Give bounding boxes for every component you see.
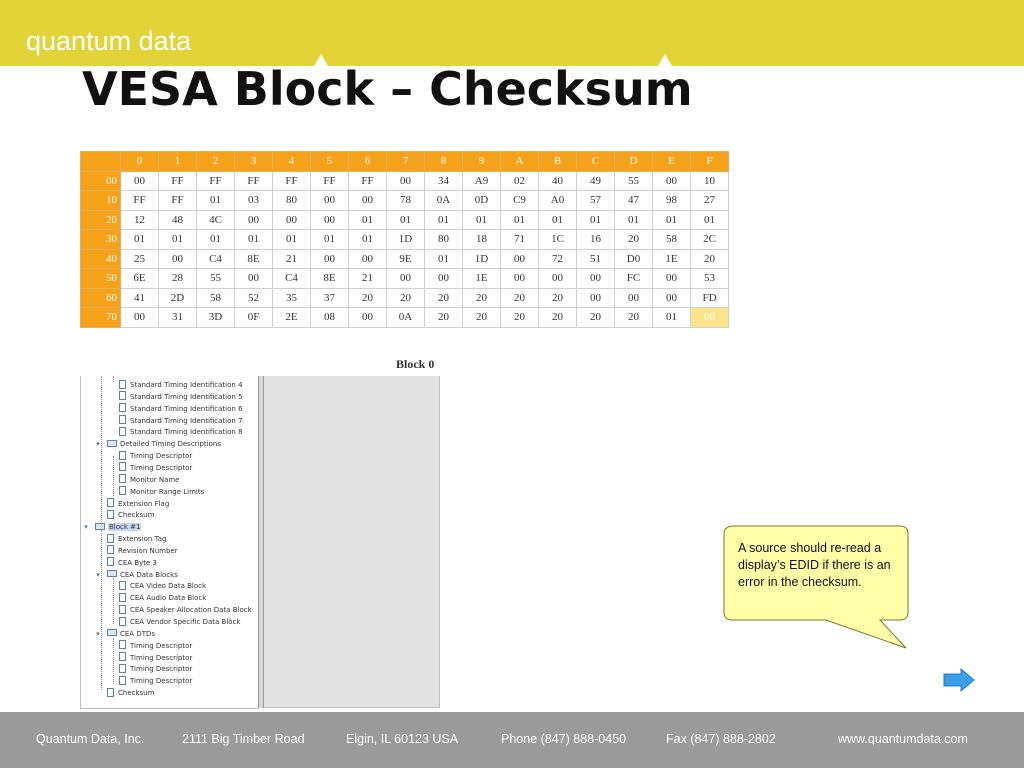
- hex-byte-cell[interactable]: 16: [577, 230, 615, 250]
- hex-byte-cell[interactable]: 6E: [121, 269, 159, 289]
- hex-byte-cell[interactable]: 00: [577, 269, 615, 289]
- hex-byte-cell[interactable]: 48: [159, 210, 197, 230]
- hex-column-header: 8: [425, 152, 463, 172]
- hex-column-header: 2: [197, 152, 235, 172]
- hex-byte-cell[interactable]: 27: [691, 191, 729, 211]
- footer-website[interactable]: www.quantumdata.com: [838, 732, 968, 746]
- hex-byte-cell[interactable]: 20: [425, 288, 463, 308]
- slide-title: VESA Block – Checksum: [82, 62, 693, 116]
- hex-byte-cell[interactable]: 1C: [539, 230, 577, 250]
- footer-street: 2111 Big Timber Road: [182, 732, 305, 746]
- hex-byte-cell[interactable]: 9E: [387, 249, 425, 269]
- hex-row-offset: 50: [81, 269, 121, 289]
- hex-byte-cell[interactable]: FF: [121, 191, 159, 211]
- hex-byte-cell[interactable]: 00: [349, 249, 387, 269]
- hex-byte-cell[interactable]: 00: [121, 308, 159, 328]
- tree-node-label: Checksum: [118, 689, 155, 698]
- tree-node-label: CEA Byte 3: [118, 558, 157, 567]
- hex-byte-cell[interactable]: 20: [539, 288, 577, 308]
- tree-node-label: Timing Descriptor: [130, 653, 193, 662]
- hex-byte-cell[interactable]: 01: [197, 230, 235, 250]
- hex-byte-cell[interactable]: 20: [615, 308, 653, 328]
- hex-byte-cell[interactable]: 80: [425, 230, 463, 250]
- hex-row-offset: 60: [81, 288, 121, 308]
- hex-byte-cell[interactable]: 02: [501, 171, 539, 191]
- hex-byte-cell[interactable]: 00: [159, 249, 197, 269]
- hex-row-offset: 00: [81, 171, 121, 191]
- hex-byte-cell[interactable]: 01: [501, 210, 539, 230]
- hex-byte-cell[interactable]: 1E: [653, 249, 691, 269]
- tree-node-label: Timing Descriptor: [130, 463, 193, 472]
- hex-byte-cell[interactable]: 20: [425, 308, 463, 328]
- hex-byte-cell[interactable]: 34: [425, 171, 463, 191]
- hex-byte-cell[interactable]: C4: [197, 249, 235, 269]
- hex-byte-cell[interactable]: 40: [539, 171, 577, 191]
- hex-byte-cell[interactable]: 00: [387, 269, 425, 289]
- block-label: Block 0: [396, 357, 435, 371]
- tree-node-label: Extension Tag: [118, 535, 167, 544]
- hex-byte-cell[interactable]: 00: [387, 171, 425, 191]
- tree-node-label: CEA Speaker Allocation Data Block: [130, 606, 252, 615]
- hex-byte-cell[interactable]: FF: [311, 171, 349, 191]
- hex-byte-cell[interactable]: 58: [653, 230, 691, 250]
- hex-byte-cell[interactable]: 00: [273, 210, 311, 230]
- hex-byte-cell[interactable]: 10: [691, 171, 729, 191]
- hex-byte-cell[interactable]: 28: [159, 269, 197, 289]
- hex-byte-cell[interactable]: 01: [425, 210, 463, 230]
- hex-column-header: D: [615, 152, 653, 172]
- hex-byte-cell[interactable]: 08: [311, 308, 349, 328]
- hex-byte-cell[interactable]: 01: [577, 210, 615, 230]
- hex-byte-cell[interactable]: 00: [121, 171, 159, 191]
- callout-text: A source should re-read a display’s EDID if there is an error in the checksum.: [738, 541, 891, 589]
- hex-byte-cell[interactable]: 37: [311, 288, 349, 308]
- hex-byte-cell[interactable]: 51: [577, 249, 615, 269]
- expand-toggle-icon[interactable]: ▾: [96, 629, 100, 638]
- hex-row-offset: 30: [81, 230, 121, 250]
- hex-byte-cell[interactable]: 20: [539, 308, 577, 328]
- tree-node-label: CEA Vendor Specific Data Block: [130, 618, 241, 626]
- brand-logo-text: quantum data: [26, 26, 192, 56]
- hex-row-offset: 40: [81, 249, 121, 269]
- hex-byte-cell[interactable]: 1D: [387, 230, 425, 250]
- hex-column-header: 1: [159, 152, 197, 172]
- hex-byte-cell[interactable]: 01: [615, 210, 653, 230]
- hex-column-header: 3: [235, 152, 273, 172]
- hex-byte-cell[interactable]: A9: [463, 171, 501, 191]
- hex-byte-cell[interactable]: 00: [501, 269, 539, 289]
- tree-node-label: Standard Timing Identification 8: [130, 428, 243, 437]
- hex-byte-cell[interactable]: FF: [197, 171, 235, 191]
- hex-byte-cell[interactable]: A0: [539, 191, 577, 211]
- hex-byte-cell[interactable]: 2E: [273, 308, 311, 328]
- hex-byte-cell[interactable]: 00: [311, 210, 349, 230]
- hex-byte-cell[interactable]: 01: [425, 249, 463, 269]
- hex-byte-cell[interactable]: 00: [653, 288, 691, 308]
- tree-node-label: Monitor Range Limits: [130, 487, 205, 496]
- hex-byte-cell[interactable]: 2D: [159, 288, 197, 308]
- hex-byte-cell[interactable]: 01: [349, 230, 387, 250]
- tree-node-label: Revision Number: [118, 546, 178, 555]
- hex-column-header: 6: [349, 152, 387, 172]
- tree-node-label: Block #1: [109, 523, 141, 532]
- hex-byte-cell[interactable]: 01: [121, 230, 159, 250]
- hex-byte-cell[interactable]: 52: [235, 288, 273, 308]
- hex-byte-cell[interactable]: 55: [197, 269, 235, 289]
- tree-node-label: Extension Flag: [118, 499, 170, 508]
- hex-column-header: B: [539, 152, 577, 172]
- tree-node-label: Checksum: [118, 511, 155, 520]
- hex-byte-cell[interactable]: 12: [121, 210, 159, 230]
- hex-byte-cell[interactable]: 47: [615, 191, 653, 211]
- hex-byte-cell[interactable]: FF: [159, 191, 197, 211]
- hex-byte-cell[interactable]: FD: [691, 288, 729, 308]
- hex-byte-cell[interactable]: 8E: [311, 269, 349, 289]
- hex-byte-cell[interactable]: 01: [159, 230, 197, 250]
- hex-byte-cell[interactable]: 03: [235, 191, 273, 211]
- tree-node-label: CEA Audio Data Block: [130, 594, 207, 603]
- hex-byte-cell[interactable]: 01: [197, 191, 235, 211]
- tree-node-label: Standard Timing Identification 4: [130, 381, 243, 389]
- footer-phone: Phone (847) 888-0450: [501, 732, 627, 746]
- tree-node-label: Standard Timing Identification 5: [130, 392, 243, 401]
- hex-byte-cell[interactable]: 00: [235, 210, 273, 230]
- hex-byte-cell[interactable]: 01: [463, 210, 501, 230]
- hex-byte-cell[interactable]: 8E: [235, 249, 273, 269]
- hex-byte-cell[interactable]: C9: [501, 191, 539, 211]
- hex-column-header: 9: [463, 152, 501, 172]
- hex-byte-cell[interactable]: FF: [235, 171, 273, 191]
- hex-byte-cell[interactable]: 01: [653, 210, 691, 230]
- hex-byte-cell[interactable]: 25: [121, 249, 159, 269]
- hex-column-header: A: [501, 152, 539, 172]
- hex-byte-cell[interactable]: C4: [273, 269, 311, 289]
- hex-byte-cell[interactable]: 00: [349, 308, 387, 328]
- footer-fax: Fax (847) 888-2802: [666, 732, 776, 746]
- hex-byte-cell[interactable]: 00: [501, 249, 539, 269]
- hex-byte-cell[interactable]: 3D: [197, 308, 235, 328]
- tree-node-label: Detailed Timing Descriptions: [120, 440, 221, 449]
- hex-byte-cell[interactable]: 4C: [197, 210, 235, 230]
- tree-node-label: Standard Timing Identification 7: [130, 416, 243, 425]
- tree-node-label: Timing Descriptor: [130, 665, 193, 674]
- hex-byte-cell[interactable]: 78: [387, 191, 425, 211]
- hex-byte-cell[interactable]: 00: [235, 269, 273, 289]
- hex-byte-cell[interactable]: 72: [539, 249, 577, 269]
- hex-byte-cell[interactable]: 98: [653, 191, 691, 211]
- hex-byte-cell[interactable]: 1D: [463, 249, 501, 269]
- hex-byte-cell[interactable]: 01: [235, 230, 273, 250]
- hex-row-offset: 70: [81, 308, 121, 328]
- hex-byte-cell[interactable]: 01: [539, 210, 577, 230]
- hex-column-header: 7: [387, 152, 425, 172]
- hex-byte-cell[interactable]: 20: [463, 288, 501, 308]
- hex-byte-cell[interactable]: 00: [349, 191, 387, 211]
- hex-byte-cell[interactable]: 35: [273, 288, 311, 308]
- hex-byte-cell[interactable]: 21: [273, 249, 311, 269]
- hex-byte-cell[interactable]: 01: [387, 210, 425, 230]
- tree-node-label: CEA Data Blocks: [120, 570, 178, 579]
- hex-byte-cell[interactable]: FF: [159, 171, 197, 191]
- hex-byte-cell[interactable]: 21: [349, 269, 387, 289]
- hex-byte-cell[interactable]: 20: [577, 308, 615, 328]
- hex-byte-cell[interactable]: 20: [463, 308, 501, 328]
- hex-byte-cell[interactable]: 58: [197, 288, 235, 308]
- hex-byte-cell[interactable]: 00: [311, 191, 349, 211]
- hex-byte-cell[interactable]: 01: [691, 210, 729, 230]
- hex-byte-cell[interactable]: D0: [615, 249, 653, 269]
- hex-byte-cell[interactable]: 20: [691, 249, 729, 269]
- hex-byte-cell[interactable]: 0D: [463, 191, 501, 211]
- hex-byte-cell[interactable]: 20: [349, 288, 387, 308]
- hex-byte-cell[interactable]: 00: [653, 171, 691, 191]
- hex-byte-cell[interactable]: 0A: [387, 308, 425, 328]
- hex-byte-cell[interactable]: FF: [349, 171, 387, 191]
- tree-node-label: Standard Timing Identification 6: [130, 404, 243, 413]
- hex-byte-cell[interactable]: 80: [273, 191, 311, 211]
- hex-column-header: 0: [121, 152, 159, 172]
- hex-byte-cell[interactable]: 20: [387, 288, 425, 308]
- hex-byte-cell[interactable]: 31: [159, 308, 197, 328]
- hex-row-offset: 20: [81, 210, 121, 230]
- expand-toggle-icon[interactable]: ▾: [84, 523, 88, 532]
- tree-node-label: Timing Descriptor: [130, 677, 193, 686]
- hex-column-header: E: [653, 152, 691, 172]
- expand-toggle-icon[interactable]: ▾: [96, 570, 100, 579]
- tree-node-label: CEA Video Data Block: [130, 582, 207, 591]
- hex-byte-cell[interactable]: 00: [577, 288, 615, 308]
- hex-byte-cell[interactable]: 71: [501, 230, 539, 250]
- hex-byte-cell[interactable]: 01: [273, 230, 311, 250]
- hex-byte-cell[interactable]: 00: [615, 288, 653, 308]
- hex-byte-cell[interactable]: 53: [691, 269, 729, 289]
- hex-row-offset: 10: [81, 191, 121, 211]
- hex-column-header: 5: [311, 152, 349, 172]
- expand-toggle-icon[interactable]: ▾: [96, 440, 100, 449]
- hex-byte-cell[interactable]: 00: [311, 249, 349, 269]
- hex-byte-cell[interactable]: 41: [121, 288, 159, 308]
- tree-node-label: Timing Descriptor: [130, 641, 193, 650]
- hex-byte-cell[interactable]: 01: [349, 210, 387, 230]
- hex-byte-cell[interactable]: 20: [615, 230, 653, 250]
- footer-city: Elgin, IL 60123 USA: [346, 732, 459, 746]
- hex-byte-cell[interactable]: 1E: [463, 269, 501, 289]
- hex-byte-cell[interactable]: 00: [425, 269, 463, 289]
- footer-company: Quantum Data, Inc.: [36, 732, 145, 746]
- hex-byte-cell[interactable]: 00: [653, 269, 691, 289]
- hex-byte-cell[interactable]: 0A: [425, 191, 463, 211]
- tree-node-label: Monitor Name: [130, 475, 180, 484]
- hex-column-header: F: [691, 152, 729, 172]
- hex-byte-cell[interactable]: 0F: [235, 308, 273, 328]
- hex-byte-cell[interactable]: 01: [653, 308, 691, 328]
- checksum-byte-cell[interactable]: 00: [691, 308, 729, 328]
- next-arrow-icon[interactable]: [943, 668, 975, 692]
- hex-byte-cell[interactable]: 57: [577, 191, 615, 211]
- hex-byte-cell[interactable]: 00: [539, 269, 577, 289]
- hex-column-header: 4: [273, 152, 311, 172]
- hex-byte-cell[interactable]: 49: [577, 171, 615, 191]
- hex-column-header: C: [577, 152, 615, 172]
- hex-byte-cell[interactable]: 20: [501, 308, 539, 328]
- hex-byte-cell[interactable]: 01: [311, 230, 349, 250]
- hex-byte-cell[interactable]: FF: [273, 171, 311, 191]
- hex-byte-cell[interactable]: 55: [615, 171, 653, 191]
- hex-byte-cell[interactable]: FC: [615, 269, 653, 289]
- tree-node-label: Timing Descriptor: [130, 452, 193, 461]
- hex-byte-cell[interactable]: 18: [463, 230, 501, 250]
- hex-byte-cell[interactable]: 20: [501, 288, 539, 308]
- hex-byte-cell[interactable]: 2C: [691, 230, 729, 250]
- tree-node-label: CEA DTDs: [120, 629, 156, 638]
